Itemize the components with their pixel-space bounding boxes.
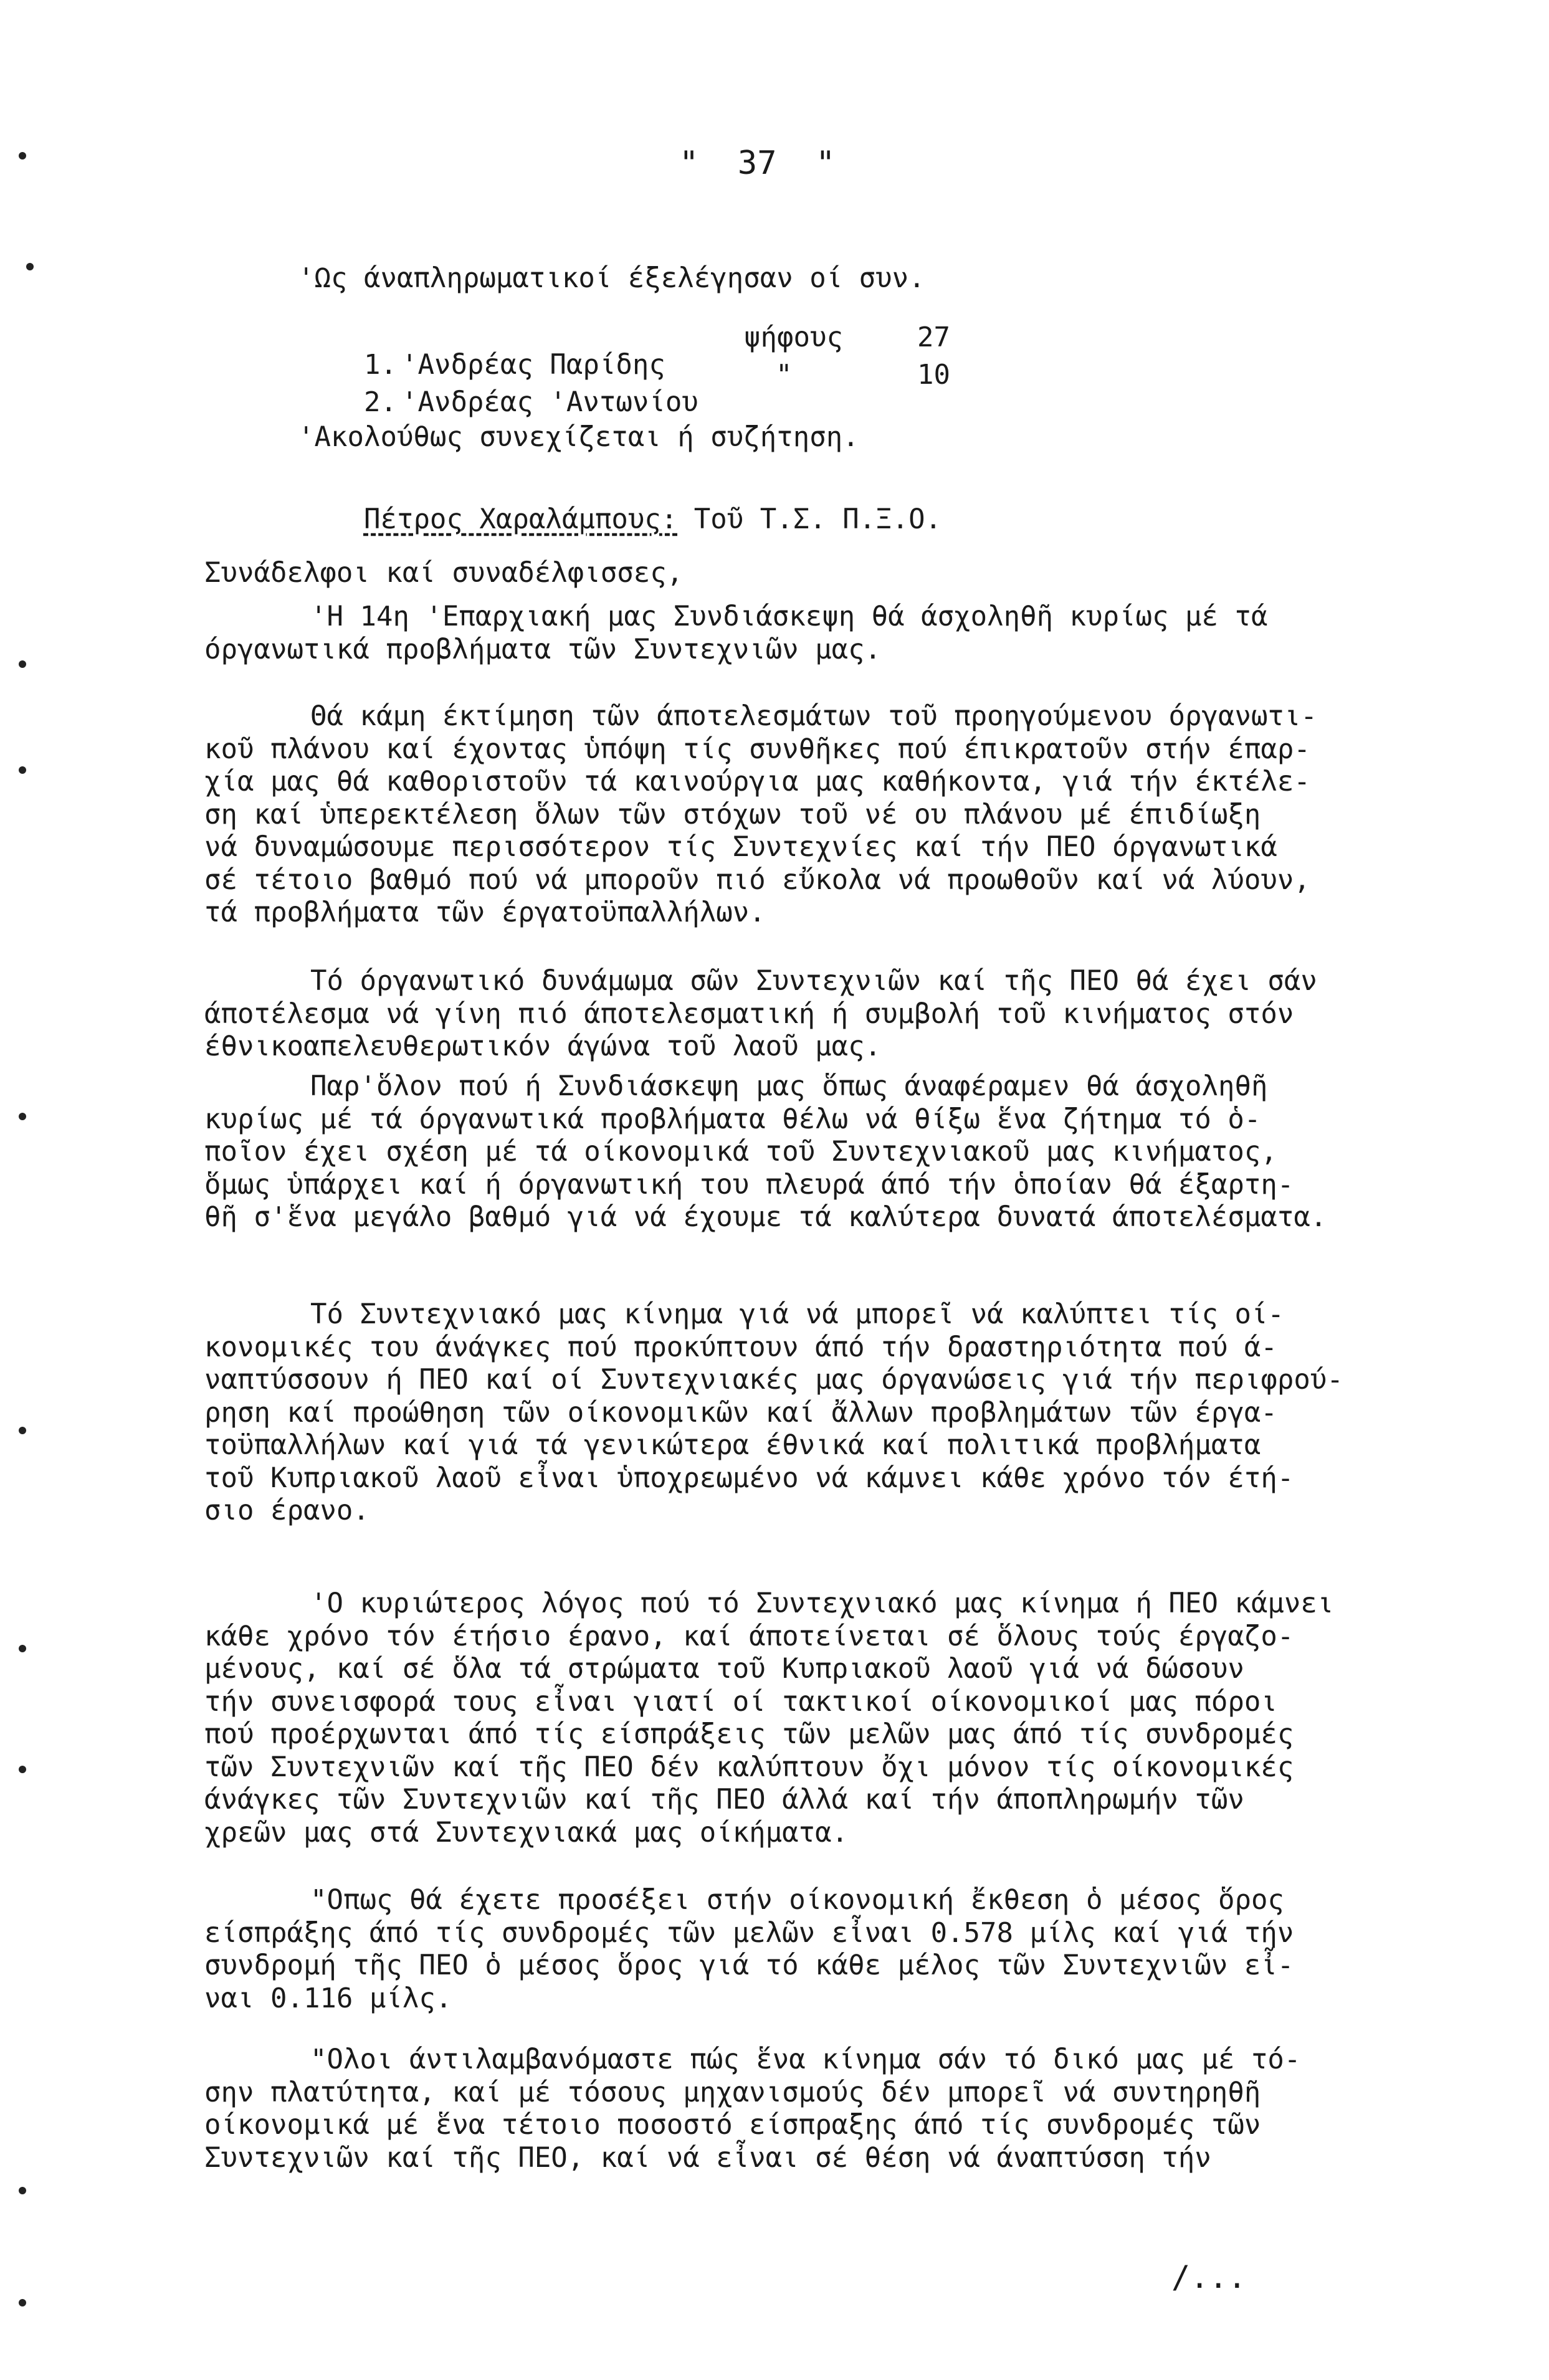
paragraph-line: νά δυναμώσουμε περισσότερον τίς Συντεχνίες καί τήν ΠΕΟ όργανωτικά	[204, 831, 1277, 863]
substitute-name: 'Ανδρέας Παρίδης	[401, 349, 665, 381]
paragraph-line: τῶν Συντεχνιῶν καί τῆς ΠΕΟ δέν καλύπτουν ὄχι μόνον τίς οίκονομικές	[204, 1751, 1294, 1783]
paragraph-line: ναπτύσσουν ή ΠΕΟ καί οί Συντεχνιακές μας όργανώσεις γιά τήν περιφρού-	[204, 1364, 1343, 1396]
substitutes-intro: 'Ως άναπληρωματικοί έξελέγησαν οί συν.	[298, 262, 925, 294]
paragraph-line: χρεῶν μας στά Συντεχνιακά μας οίκήματα.	[204, 1816, 849, 1849]
paragraph-first-line: 'Η 14η 'Επαρχιακή μας Συνδιάσκεψη θά άσχοληθῆ κυρίως μέ τά	[310, 601, 1268, 632]
substitute-num: 2.	[363, 386, 397, 418]
paragraph-line: ποῖον έχει σχέση μέ τά οίκονομικά τοῦ Συντεχνιακοῦ μας κινήματος,	[204, 1136, 1277, 1168]
paragraph-line: κυρίως μέ τά όργανωτικά προβλήματα θέλω νά θίξω ἕνα ζήτημα τό ὁ-	[204, 1103, 1261, 1135]
margin-mark	[19, 1113, 26, 1120]
paragraph-line: συνδρομή τῆς ΠΕΟ ὁ μέσος ὅρος γιά τό κάθε μέλος τῶν Συντεχνιῶν εἶ-	[204, 1949, 1294, 1981]
paragraph-line: κονομικές του άνάγκες πού προκύπτουν άπό τήν δραστηριότητα πού ά-	[204, 1331, 1277, 1363]
paragraph-line: Συντεχνιῶν καί τῆς ΠΕΟ, καί νά εἶναι σέ θέση νά άναπτύσση τήν	[204, 2141, 1211, 2174]
margin-mark	[19, 766, 26, 774]
paragraph-line: έθνικοαπελευθερωτικόν άγώνα τοῦ λαοῦ μας.	[204, 1031, 882, 1062]
speaker-affiliation: Τοῦ Τ.Σ. Π.Ξ.Ο.	[693, 503, 942, 535]
paragraph-line: μένους, καί σέ ὅλα τά στρώματα τοῦ Κυπριακοῦ λαοῦ γιά νά δώσουν	[204, 1653, 1244, 1685]
continued-marker: /...	[1171, 2259, 1247, 2295]
paragraph-first-line: Παρ'ὅλον πού ή Συνδιάσκεψη μας ὅπως άναφέραμεν θά άσχοληθῆ	[310, 1070, 1268, 1102]
margin-mark	[19, 660, 26, 668]
paragraph-line: είσπράξης άπό τίς συνδρομές τῶν μελῶν εἶναι 0.578 μίλς καί γιά τήν	[204, 1916, 1294, 1949]
paragraph-line: κοῦ πλάνου καί έχοντας ὑπόψη τίς συνθῆκες πού έπικρατοῦν στήν έπαρ-	[204, 733, 1310, 765]
paragraph-line: σιο έρανο.	[204, 1495, 369, 1526]
paragraph-first-line: Τό Συντεχνιακό μας κίνημα γιά νά μπορεῖ νά καλύπτει τίς οί-	[310, 1298, 1284, 1330]
margin-mark	[19, 1766, 26, 1773]
substitute-votes-label: "	[776, 359, 793, 391]
substitute-name: 'Ανδρέας 'Αντωνίου	[401, 386, 698, 418]
substitute-num: 1.	[363, 349, 397, 381]
paragraph-line: τά προβλήματα τῶν έργατοϋπαλλήλων.	[204, 897, 766, 928]
substitute-votes: 10	[917, 359, 950, 391]
paragraph-line: κάθε χρόνο τόν έτήσιο έρανο, καί άποτείνεται σέ ὅλους τούς έργαζο-	[204, 1620, 1294, 1652]
margin-mark	[19, 2299, 26, 2306]
paragraph-line: χία μας θά καθοριστοῦν τά καινούργια μας καθήκοντα, γιά τήν έκτέλε-	[204, 766, 1310, 797]
paragraph-line: οίκονομικά μέ ἕνα τέτοιο ποσοστό είσπραξης άπό τίς συνδρομές τῶν	[204, 2109, 1261, 2141]
substitute-votes: 27	[917, 321, 950, 353]
paragraph-line: άνάγκες τῶν Συντεχνιῶν καί τῆς ΠΕΟ άλλά καί τήν άποπληρωμήν τῶν	[204, 1784, 1244, 1816]
margin-mark	[19, 1427, 26, 1434]
paragraph-line: ὅμως ὑπάρχει καί ή όργανωτική του πλευρά άπό τήν ὁποίαν θά έξαρτη-	[204, 1168, 1294, 1201]
substitute-votes-label: ψήφους	[744, 321, 843, 353]
paragraph-line: θῆ σ'ἕνα μεγάλο βαθμό γιά νά έχουμε τά καλύτερα δυνατά άποτελέσματα.	[204, 1201, 1327, 1233]
paragraph-line: πού προέρχωνται άπό τίς είσπράξεις τῶν μελῶν μας άπό τίς συνδρομές	[204, 1718, 1294, 1750]
paragraph-line: σην πλατύτητα, καί μέ τόσους μηχανισμούς δέν μπορεῖ νά συντηρηθῆ	[204, 2076, 1261, 2108]
paragraph-line: σέ τέτοιο βαθμό πού νά μποροῦν πιό εὔκολα νά προωθοῦν καί νά λύουν,	[204, 864, 1310, 896]
paragraph-line: ση καί ὑπερεκτέλεση ὅλων τῶν στόχων τοῦ νέ ου πλάνου μέ έπιδίωξη	[204, 798, 1261, 831]
paragraph-line: τήν συνεισφορά τους εἶναι γιατί οί τακτικοί οίκονομικοί μας πόροι	[204, 1685, 1277, 1718]
speaker-name: Πέτρος Χαραλάμπους:	[363, 503, 678, 535]
paragraph-first-line: Θά κάμη έκτίμηση τῶν άποτελεσμάτων τοῦ προηγούμενου όργανωτι-	[310, 700, 1317, 732]
paragraph-line: τοϋπαλλήλων καί γιά τά γενικώτερα έθνικά καί πολιτικά προβλήματα	[204, 1429, 1261, 1461]
continuation-line: 'Ακολούθως συνεχίζεται ή συζήτηση.	[298, 421, 859, 453]
greeting: Συνάδελφοι καί συναδέλφισσες,	[204, 557, 684, 589]
paragraph-first-line: Τό όργανωτικό δυνάμωμα σῶν Συντεχνιῶν καί τῆς ΠΕΟ θά έχει σάν	[310, 965, 1317, 997]
paragraph-line: όργανωτικά προβλήματα τῶν Συντεχνιῶν μας.	[204, 633, 882, 665]
paragraph-line: ναι 0.116 μίλς.	[204, 1982, 452, 2014]
margin-mark	[19, 2187, 26, 2194]
margin-mark	[19, 1645, 26, 1652]
paragraph-first-line: 'Ο κυριώτερος λόγος πού τό Συντεχνιακό μας κίνημα ή ΠΕΟ κάμνει	[310, 1587, 1334, 1619]
margin-mark	[19, 152, 26, 159]
paragraph-first-line: "Ολοι άντιλαμβανόμαστε πώς ἕνα κίνημα σάν τό δικό μας μέ τό-	[310, 2044, 1301, 2075]
paragraph-first-line: "Οπως θά έχετε προσέξει στήν οίκονομική ἔκθεση ὁ μέσος ὅρος	[310, 1884, 1284, 1916]
page-number: " 37 "	[679, 145, 836, 182]
margin-mark	[26, 263, 34, 270]
speaker-line	[298, 478, 941, 561]
paragraph-line: ρηση καί προώθηση τῶν οίκονομικῶν καί ἄλλων προβλημάτων τῶν έργα-	[204, 1396, 1277, 1429]
paragraph-line: άποτέλεσμα νά γίνη πιό άποτελεσματική ή συμβολή τοῦ κινήματος στόν	[204, 997, 1294, 1030]
paragraph-line: τοῦ Κυπριακοῦ λαοῦ εἶναι ὑποχρεωμένο νά κάμνει κάθε χρόνο τόν έτή-	[204, 1462, 1294, 1494]
